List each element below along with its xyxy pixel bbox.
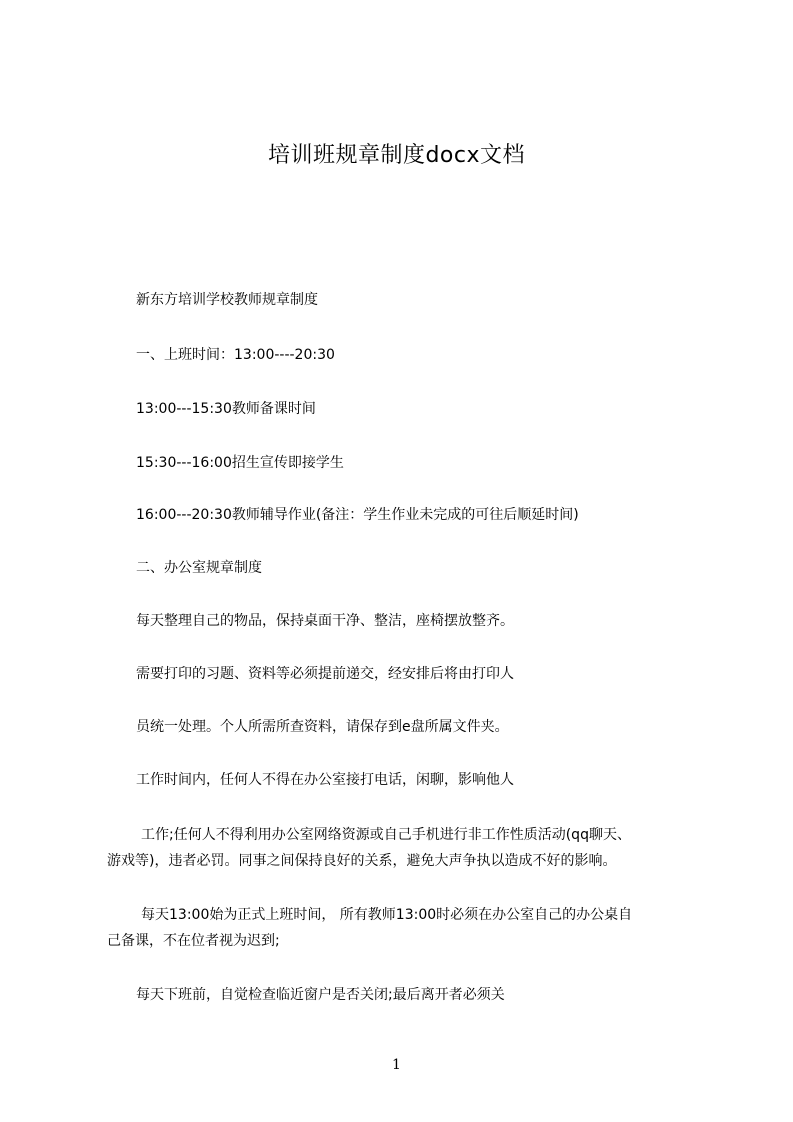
text-line: 一、上班时间：13:00----20:30 [136,347,335,363]
text-line: 工作时间内，任何人不得在办公室接打电话，闲聊，影响他人 [136,772,514,788]
text-line: 16:00---20:30教师辅导作业(备注：学生作业未完成的可往后顺延时间) [136,507,579,523]
text-line: 游戏等)，违者必罚。同事之间保持良好的关系，避免大声争执以造成不好的影响。 [107,853,617,869]
page-number: 1 [392,1057,401,1073]
text-line: 新东方培训学校教师规章制度 [136,292,318,308]
text-line: 15:30---16:00招生宣传即接学生 [136,455,344,471]
text-line: 工作;任何人不得利用办公室网络资源或自己手机进行非工作性质活动(qq聊天、 [141,827,631,843]
text-line: 每天整理自己的物品，保持桌面干净、整洁，座椅摆放整齐。 [136,613,514,629]
text-line: 13:00---15:30教师备课时间 [136,401,316,417]
text-line: 需要打印的习题、资料等必须提前递交，经安排后将由打印人 [136,666,514,682]
text-line: 每天下班前，自觉检查临近窗户是否关闭;最后离开者必须关 [136,987,505,1003]
text-line: 二、办公室规章制度 [136,560,262,576]
text-line: 员统一处理。个人所需所查资料，请保存到e盘所属文件夹。 [136,719,509,735]
text-line: 己备课，不在位者视为迟到; [107,933,280,949]
text-line: 每天13:00始为正式上班时间， 所有教师13:00时必须在办公室自己的办公桌自 [141,907,633,923]
document-title: 培训班规章制度docx文档 [267,143,526,168]
